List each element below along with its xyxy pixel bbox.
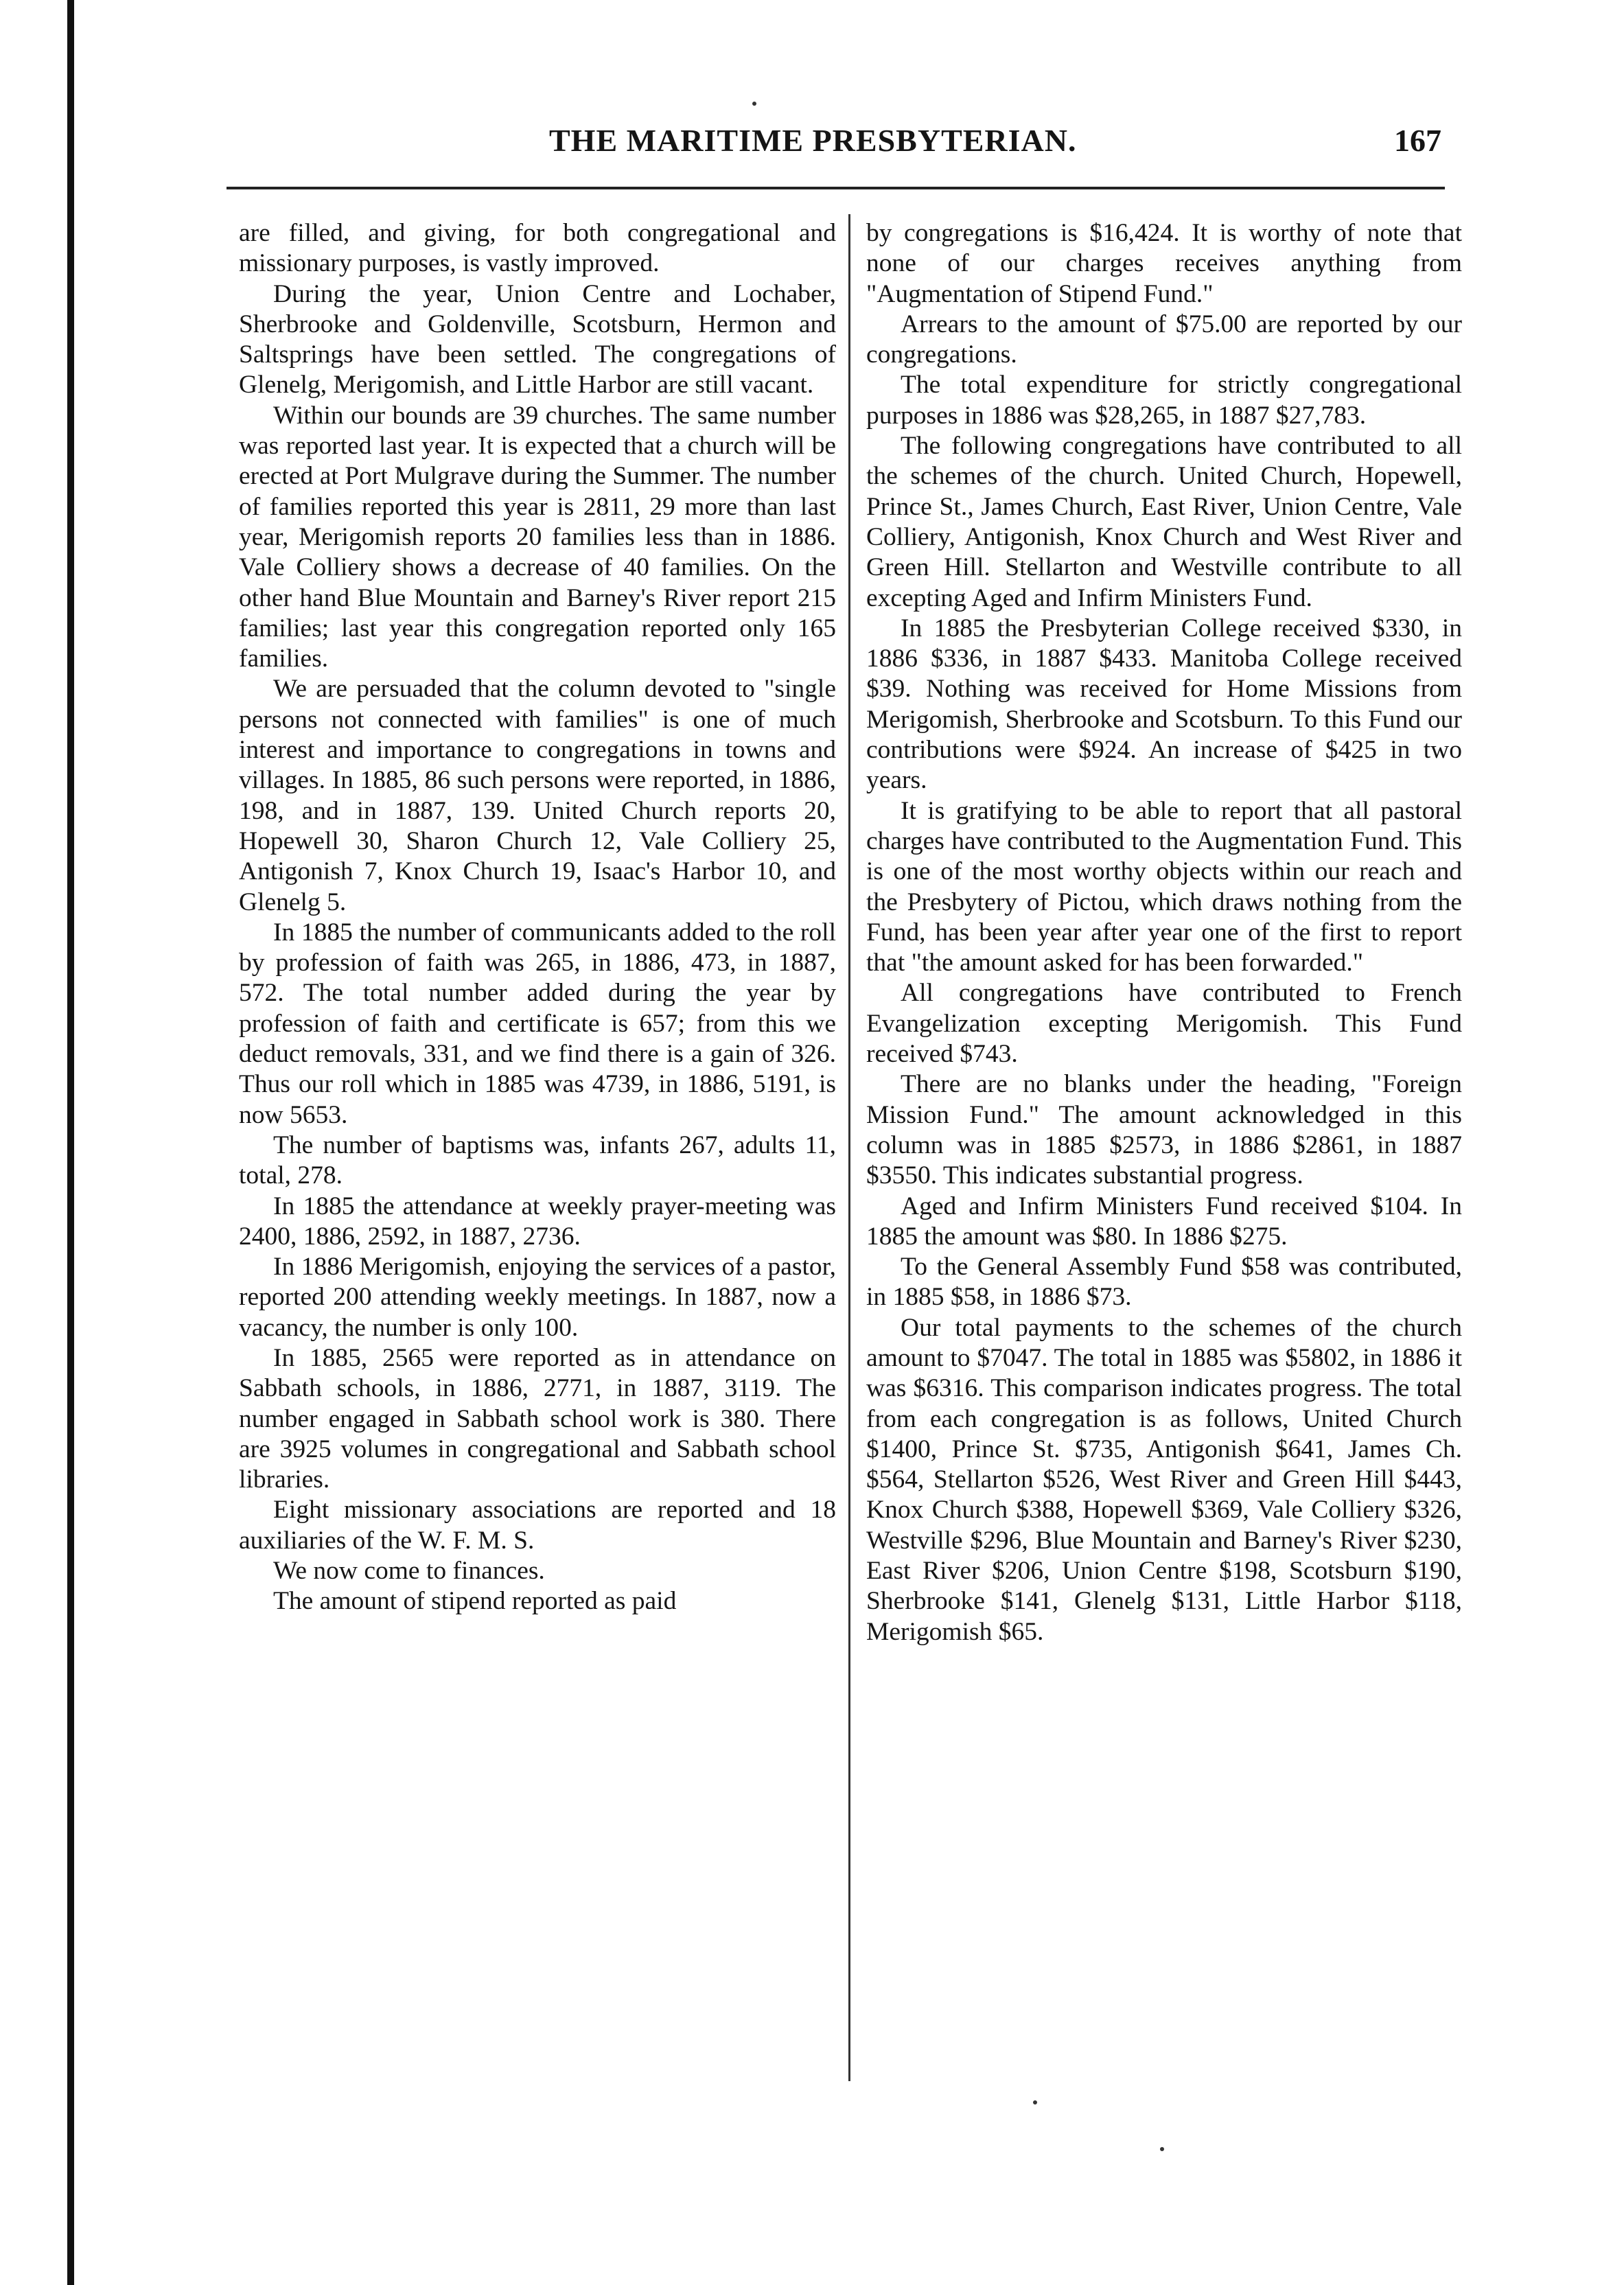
paragraph: To the General Assembly Fund $58 was contributed, in 1885 $58, in 1886 $73.: [866, 1253, 1462, 1312]
left-edge-rule: [67, 0, 74, 2285]
left-column: [239, 218, 836, 1617]
paragraph: In 1885 the attendance at weekly prayer-meeting was 2400, 1886, 2592, in 1887, 2736.: [239, 1192, 836, 1251]
paragraph: The amount of stipend reported as paid: [273, 1587, 677, 1616]
page-header: [227, 122, 1448, 170]
paragraph: All congregations have contributed to French Evangelization excepting Merigomish. This Fund received $743.: [866, 979, 1462, 1069]
running-title: THE MARITIME PRESBYTERIAN.: [549, 123, 1077, 158]
paragraph: Our total payments to the schemes of the church amount to $7047. The total in 1885 was $5802, in 1886 it was $6316. This comparison indicates progress. The total from each congregation is as follows, United Church $1400, Prince St. $735, Antigonish $641, James Ch. $564, Stellarton $526, West River and Green Hill $443, Knox Church $388, Hopewell $369, Vale Colliery $326, Westville $296, Blue Mountain and Barney's River $230, East River $206, Union Centre $198, Scotsburn $190, Sherbrooke $141, Glenelg $131, Little Harbor $118, Merigomish $65.: [866, 1313, 1462, 1646]
column-divider: [848, 214, 850, 2081]
paragraph: There are no blanks under the heading, "Foreign Mission Fund." The amount acknowledged in this column was in 1885 $2573, in 1886 $2861, in 1887 $3550. This indicates substantial progress.: [866, 1070, 1462, 1190]
ink-speck: [1160, 2147, 1164, 2151]
paragraph: The following congregations have contributed to all the schemes of the church. United Church, Hopewell, Prince St., James Church, East River, Union Centre, Vale Colliery, Antigonish, Knox Church and West River and Green Hill. Stellarton and Westville contribute to all excepting Aged and Infirm Ministers Fund.: [866, 432, 1462, 612]
paragraph: Eight missionary associations are reported and 18 auxiliaries of the W. F. M. S.: [239, 1496, 836, 1555]
header-rule: [227, 187, 1445, 189]
paragraph: Arrears to the amount of $75.00 are reported by our congregations.: [866, 310, 1462, 369]
paragraph: are filled, and giving, for both congregational and missionary purposes, is vastly improved.: [239, 219, 836, 278]
paragraph: In 1886 Merigomish, enjoying the services of a pastor, reported 200 attending weekly meetings. In 1887, now a vacancy, the number is only 100.: [239, 1253, 836, 1342]
paragraph: The number of baptisms was, infants 267, adults 11, total, 278.: [239, 1130, 836, 1190]
paragraph: In 1885 the Presbyterian College received $330, in 1886 $336, in 1887 $433. Manitoba College received $39. Nothing was received for Home Missions from Merigomish, Sherbrooke and Scotsburn. To this Fund our contributions were $924. An increase of $425 in two years.: [866, 614, 1462, 795]
paragraph: In 1885, 2565 were reported as in attendance on Sabbath schools, in 1886, 2771, in 1887, 3119. The number engaged in Sabbath school work is 380. There are 3925 volumes in congregational and Sabbath school libraries.: [239, 1343, 836, 1494]
paragraph: Within our bounds are 39 churches. The same number was reported last year. It is expected that a church will be erected at Port Mulgrave during the Summer. The number of families reported this year is 2811, 29 more than last year, Merigomish reports 20 families less than in 1886. Vale Colliery shows a decrease of 40 families. On the other hand Blue Mountain and Barney's River report 215 families; last year this congregation reported only 165 families.: [239, 401, 836, 673]
paragraph: In 1885 the number of communicants added to the roll by profession of faith was 265, in 1886, 473, in 1887, 572. The total number added during the year by profession of faith and certificate is 657; from this we deduct removals, 331, and we find there is a gain of 326. Thus our roll which in 1885 was 4739, in 1886, 5191, is now 5653.: [239, 918, 836, 1129]
paragraph: It is gratifying to be able to report that all pastoral charges have contributed to the Augmentation Fund. This is one of the most worthy objects within our reach and the Presbytery of Pictou, which draws nothing from the Fund, has been year after year one of the first to report that "the amount asked for has been forwarded.": [866, 796, 1462, 977]
page-number: 167: [1394, 123, 1441, 158]
right-column: [866, 218, 1462, 1647]
paragraph: We now come to finances.: [273, 1557, 545, 1586]
ink-speck: [1033, 2100, 1037, 2104]
paragraph: During the year, Union Centre and Lochaber, Sherbrooke and Goldenville, Scotsburn, Hermon and Saltsprings have been settled. The congregations of Glenelg, Merigomish, and Little Harbor are still vacant.: [239, 279, 836, 399]
paragraph: Aged and Infirm Ministers Fund received $104. In 1885 the amount was $80. In 1886 $275.: [866, 1192, 1462, 1251]
paragraph: by congregations is $16,424. It is worthy of note that none of our charges receives anything from "Augmentation of Stipend Fund.": [866, 219, 1462, 308]
paragraph: The total expenditure for strictly congregational purposes in 1886 was $28,265, in 1887 $27,783.: [866, 371, 1462, 430]
paragraph: We are persuaded that the column devoted to "single persons not connected with families" is one of much interest and importance to congregations in towns and villages. In 1885, 86 such persons were reported, in 1886, 198, and in 1887, 139. United Church reports 20, Hopewell 30, Sharon Church 12, Vale Colliery 25, Antigonish 7, Knox Church 19, Isaac's Harbor 10, and Glenelg 5.: [239, 675, 836, 916]
ink-speck: [752, 102, 756, 106]
